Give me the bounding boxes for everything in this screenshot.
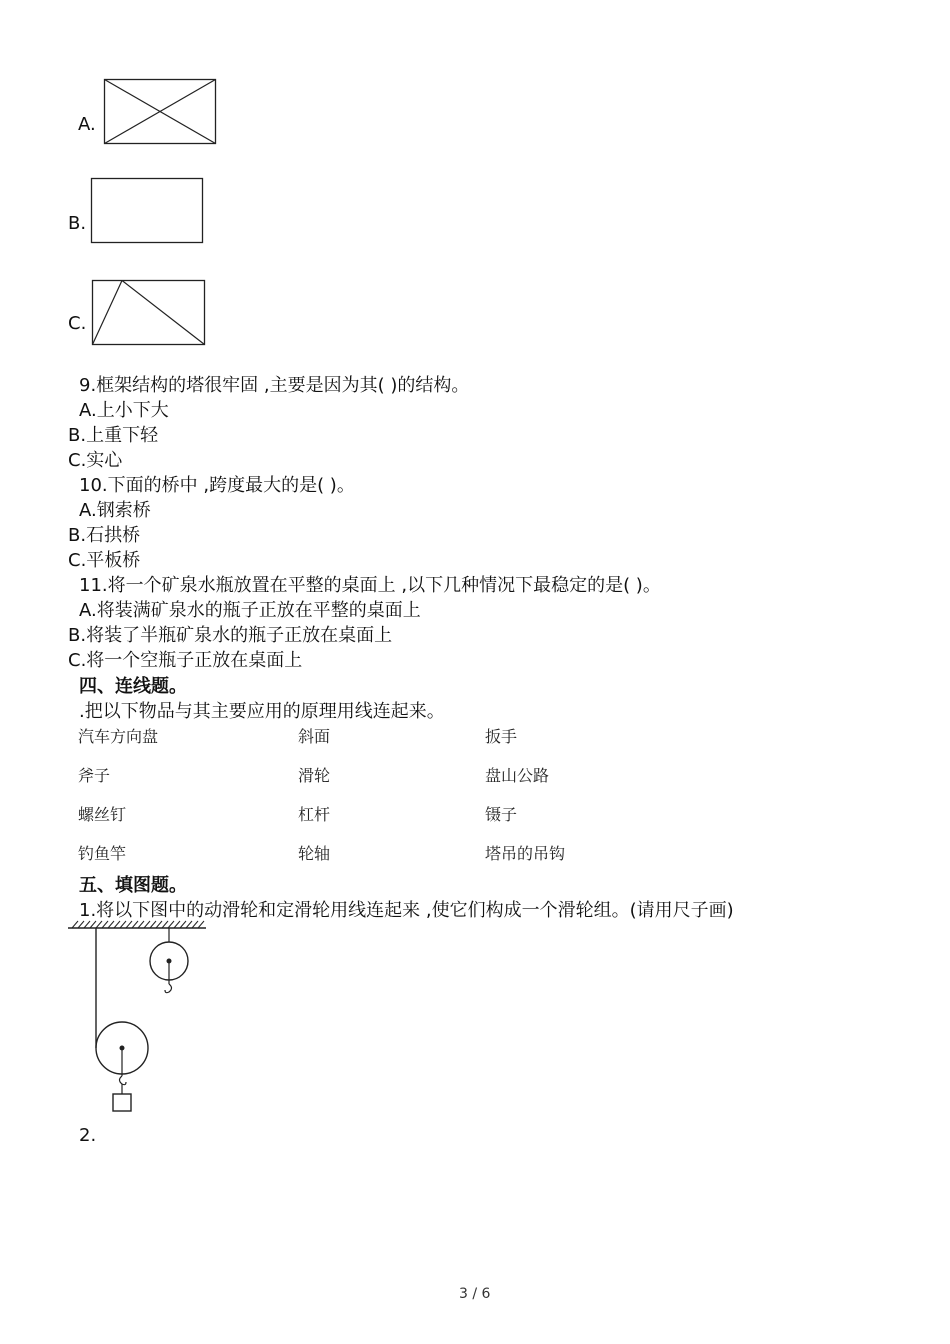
matching-item: 螺丝钉 — [78, 805, 127, 824]
rectangle-with-diagonals-icon — [104, 79, 216, 144]
section-5-question-2: 2. — [79, 1125, 97, 1146]
matching-item: 盘山公路 — [485, 766, 550, 785]
question-11-option-a: A.将装满矿泉水的瓶子正放在平整的桌面上 — [79, 600, 421, 621]
rectangle-with-triangle-icon — [92, 280, 205, 345]
matching-item: 斧子 — [78, 766, 111, 785]
pulley-diagram-icon — [66, 918, 208, 1116]
question-11-option-c: C.将一个空瓶子正放在桌面上 — [68, 650, 303, 671]
matching-principle: 斜面 — [298, 727, 331, 746]
matching-item: 塔吊的吊钩 — [485, 844, 566, 863]
section-4-title: 四、连线题。 — [79, 676, 187, 697]
section-5-title: 五、填图题。 — [79, 875, 187, 896]
question-10-option-a: A.钢索桥 — [79, 500, 151, 521]
option-b-label: B. — [68, 213, 87, 234]
plain-rectangle-icon — [91, 178, 203, 243]
section-5-question-1: 1.将以下图中的动滑轮和定滑轮用线连起来 ,使它们构成一个滑轮组。(请用尺子画) — [79, 900, 734, 921]
page-number: 3 / 6 — [459, 1286, 491, 1302]
question-11-option-b: B.将装了半瓶矿泉水的瓶子正放在桌面上 — [68, 625, 393, 646]
matching-item: 钓鱼竿 — [78, 844, 127, 863]
question-10-stem: 10.下面的桥中 ,跨度最大的是( )。 — [79, 475, 355, 496]
question-9-stem: 9.框架结构的塔很牢固 ,主要是因为其( )的结构。 — [79, 375, 470, 396]
matching-item: 汽车方向盘 — [78, 727, 159, 746]
question-10-option-c: C.平板桥 — [68, 550, 141, 571]
matching-principle: 轮轴 — [298, 844, 331, 863]
section-4-instruction: .把以下物品与其主要应用的原理用线连起来。 — [79, 701, 445, 722]
option-c-label: C. — [68, 313, 87, 334]
question-11-stem: 11.将一个矿泉水瓶放置在平整的桌面上 ,以下几种情况下最稳定的是( )。 — [79, 575, 661, 596]
question-9-option-b: B.上重下轻 — [68, 425, 159, 446]
matching-item: 镊子 — [485, 805, 518, 824]
option-a-label: A. — [78, 114, 96, 135]
question-9-option-c: C.实心 — [68, 450, 123, 471]
matching-principle: 滑轮 — [298, 766, 331, 785]
question-10-option-b: B.石拱桥 — [68, 525, 141, 546]
question-9-option-a: A.上小下大 — [79, 400, 169, 421]
matching-principle: 杠杆 — [298, 805, 331, 824]
matching-item: 扳手 — [485, 727, 518, 746]
